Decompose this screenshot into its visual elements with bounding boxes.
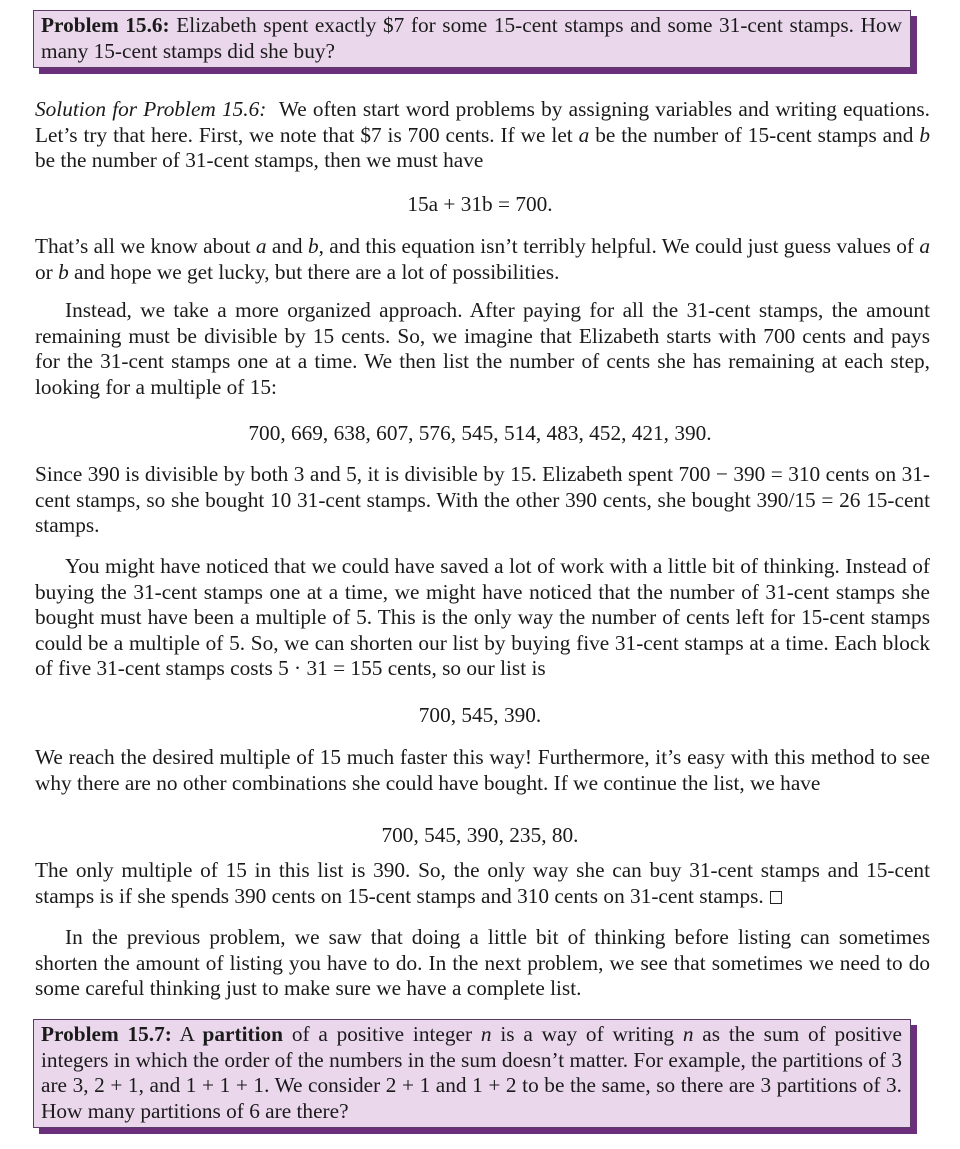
solution-paragraph-4: Since 390 is divisible by both 3 and 5, it is divisible by 15. Elizabeth spent 700 − 390 = 310 cents on 31-cent stamps, so she bought 10 31-cent stamps. With the other 390 cents, she bought 390/15 = 26 15-cent stamps. <box>35 462 930 538</box>
term-partition: partition <box>202 1022 284 1046</box>
problem-15-6-box <box>33 10 911 68</box>
remaining-cents-list-2: 700, 545, 390. <box>418 703 542 727</box>
solution-paragraph-6: We reach the desired multiple of 15 much faster this way! Furthermore, it’s easy with this method to see why there are no other combinations she could have bought. If we continue the list, we have <box>35 745 930 795</box>
remaining-cents-list-3: 700, 545, 390, 235, 80. <box>381 823 579 847</box>
transition-paragraph: In the previous problem, we saw that doing a little bit of thinking before listing can sometimes shorten the amount of listing you have to do. In the next problem, we see that sometimes we need to do some careful thinking just to make sure we have a complete list. <box>35 925 930 1001</box>
solution-label: Solution for Problem 15.6: <box>35 97 267 121</box>
solution-paragraph-7: The only multiple of 15 in this list is 390. So, the only way she can buy 31-cent stamps and 15-cent stamps is if she spends 390 cents on 15-cent stamps and 310 cents on 31-cent stamps. <box>35 858 930 908</box>
equation-1: 15a + 31b = 700. <box>407 192 553 216</box>
problem-text: Elizabeth spent exactly $7 for some 15-cent stamps and some 31-cent stamps. How many 15-cent stamps did she buy? <box>41 13 902 63</box>
solution-paragraph-2: That’s all we know about a and b, and this equation isn’t terribly helpful. We could just guess values of a or b and hope we get lucky, but there are a lot of possibilities. <box>35 234 930 284</box>
solution-paragraph-5: You might have noticed that we could have saved a lot of work with a little bit of thinking. Instead of buying the 31-cent stamps one at a time, we might have noticed that the number of 31-cent stamps she bought must have been a multiple of 5. This is the only way the number of cents left for 15-cent stamps could be a multiple of 5. So, we can shorten our list by buying five 31-cent stamps at a time. Each block of five 31-cent stamps costs 5 · 31 = 155 cents, so our list is <box>35 554 930 681</box>
solution-paragraph-3: Instead, we take a more organized approach. After paying for all the 31-cent stamps, the amount remaining must be divisible by 15 cents. So, we imagine that Elizabeth starts with 700 cents and pays for the 31-cent stamps one at a time. We then list the number of cents she has remaining at each step, looking for a multiple of 15: <box>35 298 930 399</box>
problem-label: Problem 15.7: <box>41 1022 172 1046</box>
solution-paragraph-1: Solution for Problem 15.6: We often start word problems by assigning variables and writing equations. Let’s try that here. First, we note that $7 is 700 cents. If we let a be the number of 15-cent stamps and b be the number of 31-cent stamps, then we must have <box>35 97 931 173</box>
qed-square-icon <box>770 891 782 904</box>
remaining-cents-list-1: 700, 669, 638, 607, 576, 545, 514, 483, 452, 421, 390. <box>248 421 712 445</box>
problem-15-7-box: Problem 15.7: A partition of a positive integer n is a way of writing n as the sum of positive integers in which the order of the numbers in the sum doesn’t matter. For example, the partitions of 3 are 3, 2 + 1, and 1 + 1 + 1. We consider 2 + 1 and 1 + 2 to be the same, so there are 3 partitions of 3. How many partitions of 6 are there? <box>33 1019 911 1128</box>
problem-label: Problem 15.6: <box>41 13 170 37</box>
